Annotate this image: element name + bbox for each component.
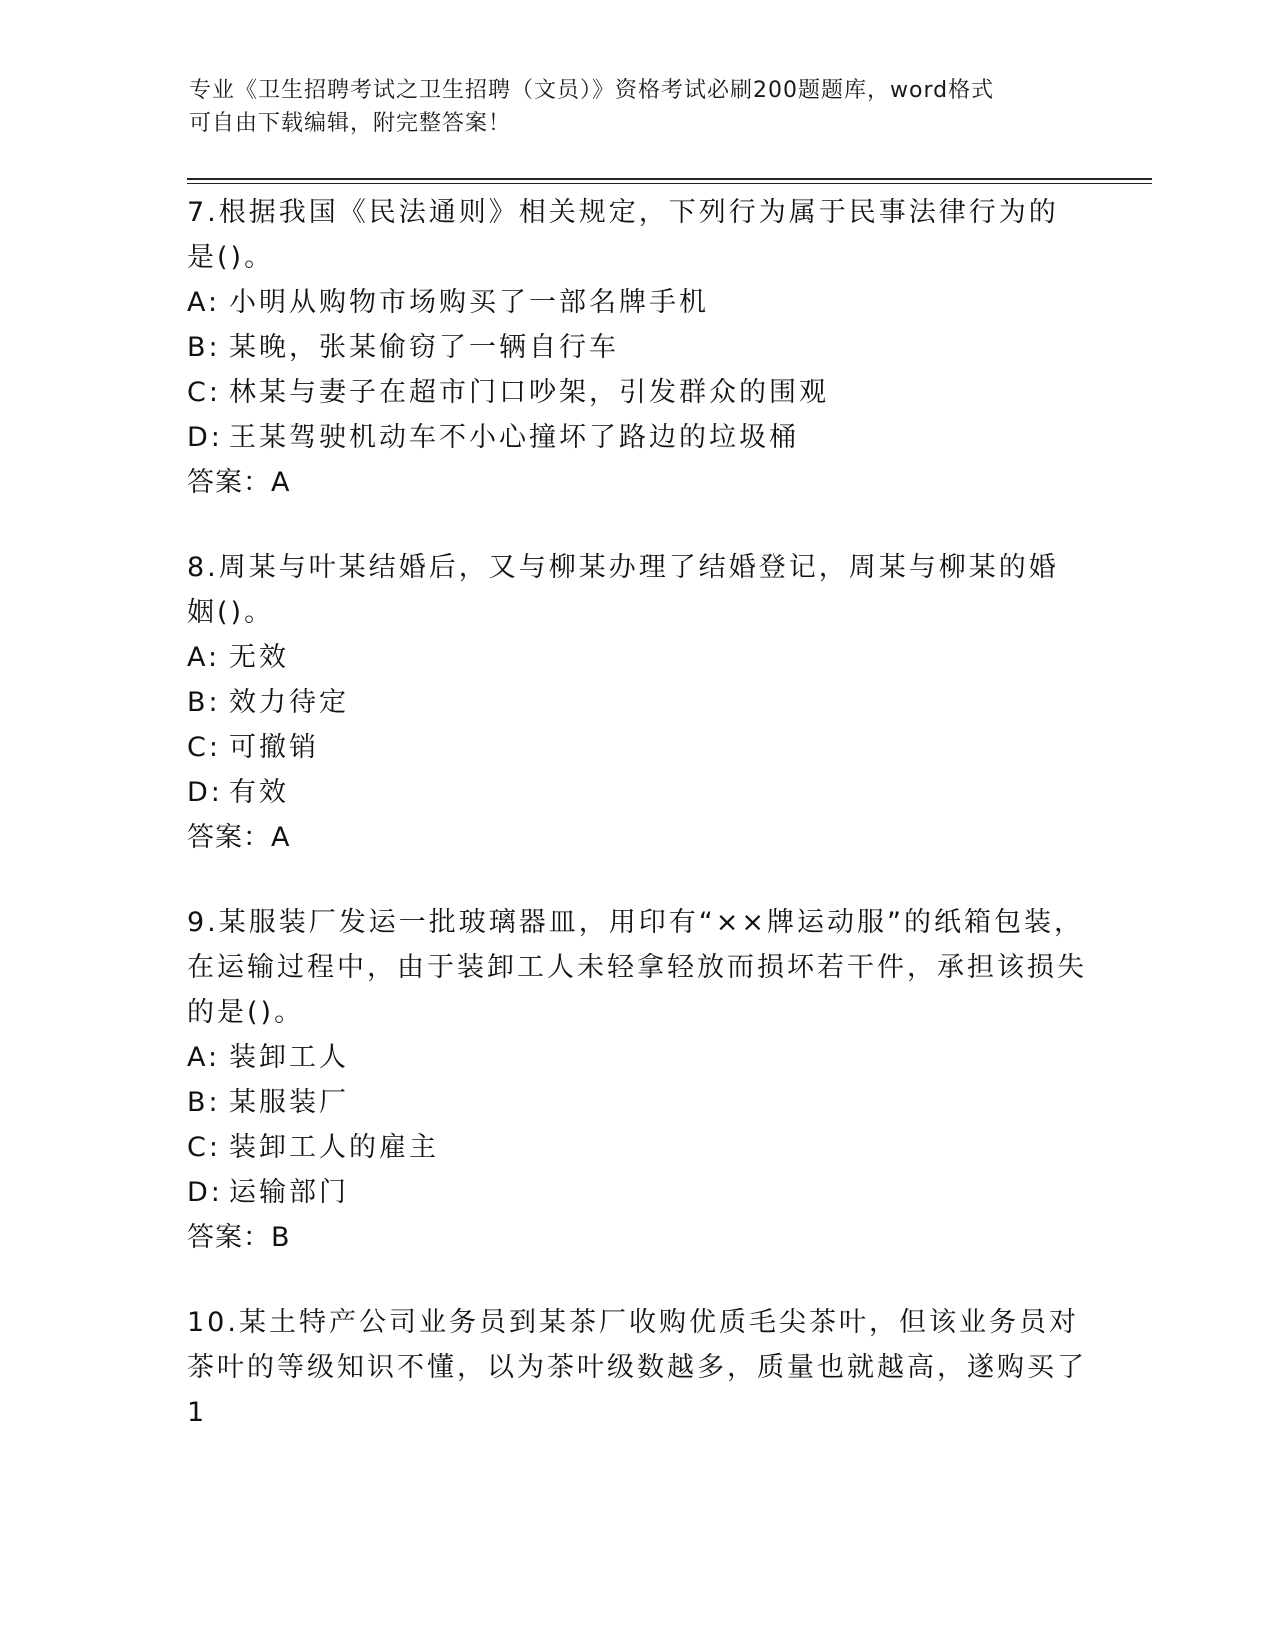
option-letter: B: — [187, 1087, 221, 1118]
option-text: 无效 — [229, 642, 289, 673]
option-text: 小明从购物市场购买了一部名牌手机 — [229, 287, 709, 318]
question-8 — [187, 545, 1087, 860]
option-letter: A: — [187, 287, 221, 318]
document-header — [189, 74, 1069, 140]
option-text: 王某驾驶机动车不小心撞坏了路边的垃圾桶 — [229, 422, 799, 453]
answer-line — [187, 1215, 1087, 1260]
option-letter: B: — [187, 332, 221, 363]
option-text: 有效 — [229, 777, 289, 808]
option-letter: B: — [187, 687, 221, 718]
answer-value: A — [271, 467, 290, 498]
answer-label: 答案： — [187, 1222, 271, 1253]
option-a — [187, 280, 1087, 325]
option-text: 运输部门 — [229, 1177, 349, 1208]
question-stem: 9.某服装厂发运一批玻璃器皿，用印有“××牌运动服”的纸箱包装，在运输过程中，由于装卸工人未轻拿轻放而损坏若干件，承担该损失的是()。 — [187, 907, 1087, 1028]
question-list — [187, 190, 1087, 1475]
question-stem: 8.周某与叶某结婚后，又与柳某办理了结婚登记，周某与柳某的婚姻()。 — [187, 552, 1059, 628]
header-divider-thick — [187, 178, 1152, 180]
option-a — [187, 1035, 1087, 1080]
header-divider-thin — [187, 183, 1152, 184]
option-b — [187, 1080, 1087, 1125]
option-letter: C: — [187, 1132, 221, 1163]
option-letter: D: — [187, 1177, 223, 1208]
option-c — [187, 725, 1087, 770]
option-letter: A: — [187, 1042, 221, 1073]
option-b — [187, 680, 1087, 725]
option-a — [187, 635, 1087, 680]
header-line-1: 专业《卫生招聘考试之卫生招聘（文员）》资格考试必刷200题题库，word格式 — [189, 78, 995, 103]
question-9 — [187, 900, 1087, 1260]
option-text: 林某与妻子在超市门口吵架，引发群众的围观 — [229, 377, 829, 408]
option-b — [187, 325, 1087, 370]
answer-line — [187, 815, 1087, 860]
question-7 — [187, 190, 1087, 505]
option-text: 装卸工人的雇主 — [229, 1132, 439, 1163]
option-text: 某晚，张某偷窃了一辆自行车 — [229, 332, 619, 363]
option-text: 效力待定 — [229, 687, 349, 718]
question-10 — [187, 1300, 1087, 1435]
answer-label: 答案： — [187, 822, 271, 853]
option-letter: C: — [187, 377, 221, 408]
option-d — [187, 415, 1087, 460]
option-c — [187, 1125, 1087, 1170]
question-stem: 7.根据我国《民法通则》相关规定，下列行为属于民事法律行为的是()。 — [187, 197, 1059, 273]
option-text: 某服装厂 — [229, 1087, 349, 1118]
answer-label: 答案： — [187, 467, 271, 498]
option-letter: A: — [187, 642, 221, 673]
header-line-2: 可自由下载编辑，附完整答案！ — [189, 111, 512, 136]
option-d — [187, 770, 1087, 815]
option-letter: D: — [187, 422, 223, 453]
option-text: 装卸工人 — [229, 1042, 349, 1073]
answer-value: A — [271, 822, 290, 853]
option-letter: C: — [187, 732, 221, 763]
option-c — [187, 370, 1087, 415]
answer-line — [187, 460, 1087, 505]
answer-value: B — [271, 1222, 290, 1253]
question-stem: 10.某土特产公司业务员到某茶厂收购优质毛尖茶叶，但该业务员对茶叶的等级知识不懂，以为茶叶级数越多，质量也就越高，遂购买了1 — [187, 1307, 1087, 1428]
option-letter: D: — [187, 777, 223, 808]
option-d — [187, 1170, 1087, 1215]
option-text: 可撤销 — [229, 732, 319, 763]
